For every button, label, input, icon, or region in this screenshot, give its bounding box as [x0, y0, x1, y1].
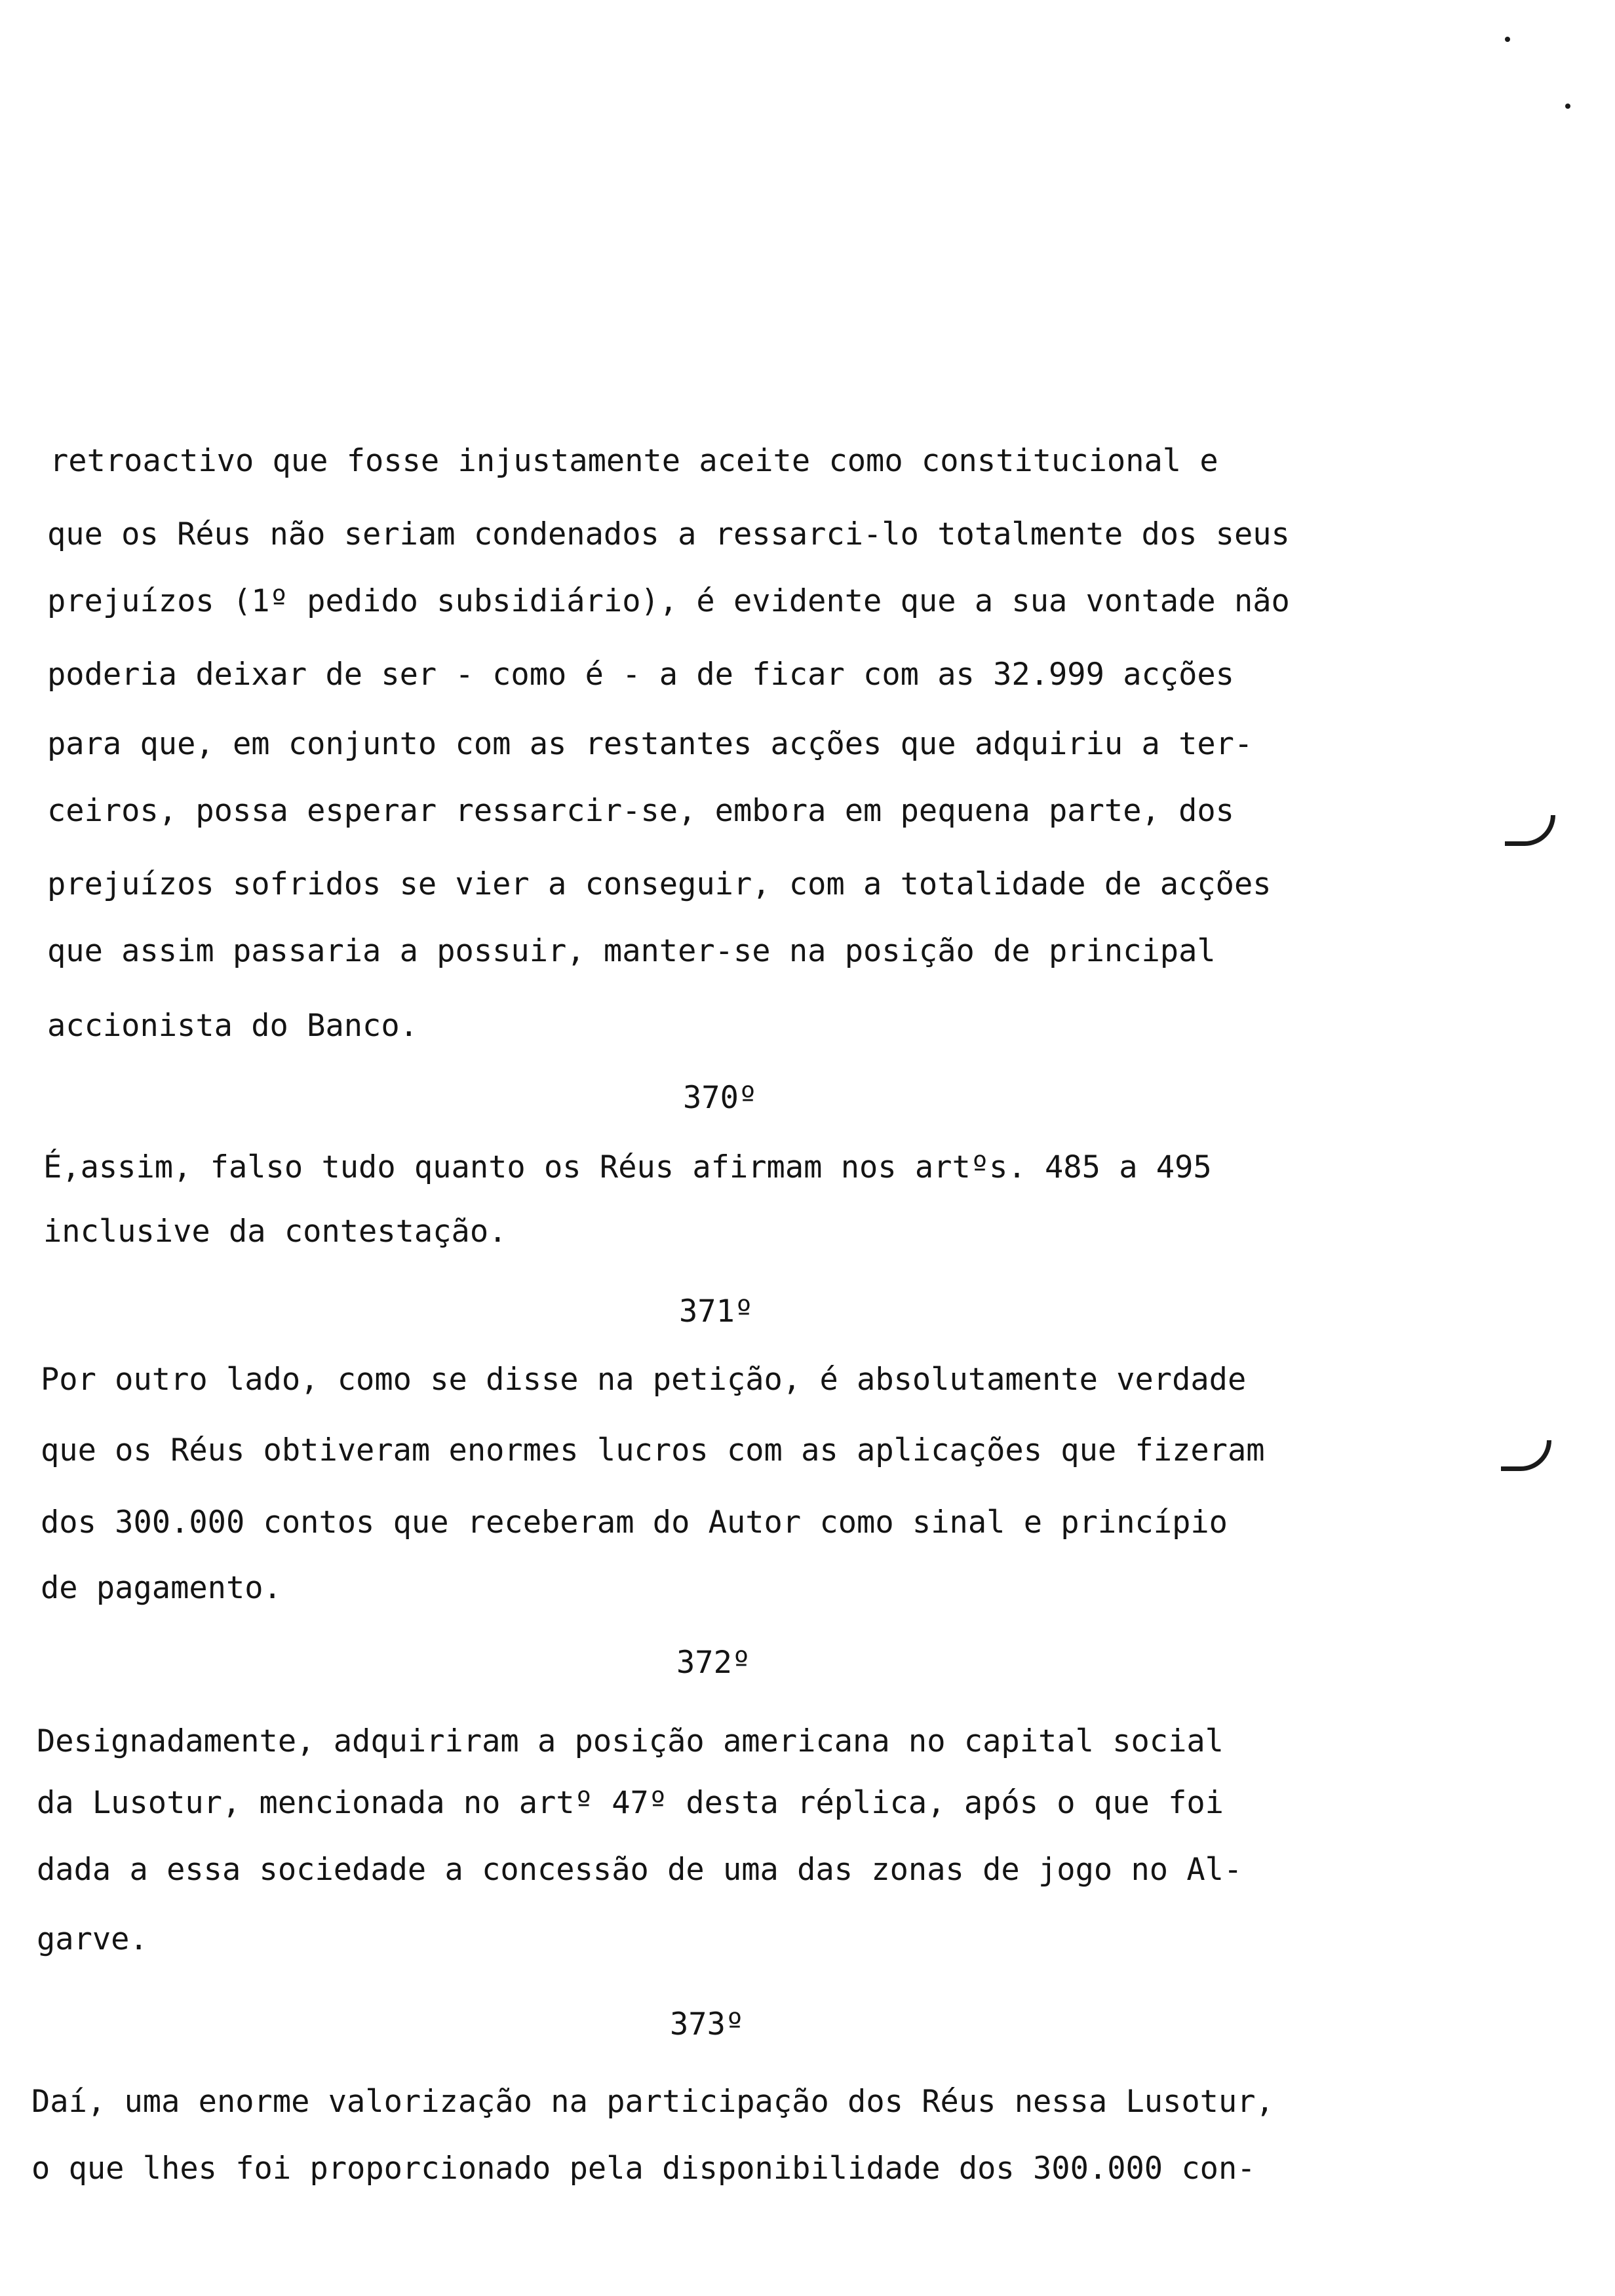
- text-line: prejuízos (1º pedido subsidiário), é evidente que a sua vontade não: [47, 583, 1290, 619]
- text-line: Daí, uma enorme valorização na participação dos Réus nessa Lusotur,: [31, 2084, 1274, 2120]
- text-line: dos 300.000 contos que receberam do Autor como sinal e princípio: [41, 1504, 1228, 1540]
- text-line: accionista do Banco.: [47, 1008, 418, 1044]
- text-line: que assim passaria a possuir, manter-se na posição de principal: [47, 933, 1216, 969]
- text-line: retroactivo que fosse injustamente aceite como constitucional e: [50, 443, 1218, 479]
- text-line: da Lusotur, mencionada no artº 47º desta réplica, após o que foi: [37, 1785, 1224, 1821]
- text-line: É,assim, falso tudo quanto os Réus afirmam nos artºs. 485 a 495: [43, 1149, 1212, 1185]
- article-number: 371º: [679, 1293, 754, 1330]
- text-line: garve.: [37, 1921, 148, 1957]
- text-line: Designadamente, adquiriram a posição americana no capital social: [37, 1723, 1224, 1759]
- scan-speck: [1565, 104, 1570, 109]
- article-number: 370º: [683, 1080, 758, 1116]
- text-line: o que lhes foi proporcionado pela disponibilidade dos 300.000 con-: [31, 2151, 1256, 2187]
- text-line: ceiros, possa esperar ressarcir-se, embora em pequena parte, dos: [47, 793, 1234, 829]
- text-line: que os Réus obtiveram enormes lucros com as aplicações que fizeram: [41, 1432, 1265, 1468]
- text-line: de pagamento.: [41, 1570, 282, 1606]
- scan-speck: [1505, 37, 1510, 42]
- text-line: que os Réus não seriam condenados a ressarci-lo totalmente dos seus: [47, 516, 1290, 552]
- text-line: poderia deixar de ser - como é - a de ficar com as 32.999 acções: [47, 657, 1234, 693]
- text-line: para que, em conjunto com as restantes acções que adquiriu a ter-: [47, 726, 1253, 762]
- checkmark-margin-icon: [1501, 1440, 1551, 1471]
- article-number: 372º: [676, 1645, 751, 1681]
- text-line: Por outro lado, como se disse na petição, é absolutamente verdade: [41, 1362, 1247, 1398]
- checkmark-margin-icon: [1505, 815, 1555, 846]
- text-line: inclusive da contestação.: [43, 1214, 507, 1250]
- text-line: dada a essa sociedade a concessão de uma das zonas de jogo no Al-: [37, 1852, 1243, 1888]
- text-line: prejuízos sofridos se vier a conseguir, com a totalidade de acções: [47, 866, 1272, 902]
- article-number: 373º: [670, 2006, 745, 2042]
